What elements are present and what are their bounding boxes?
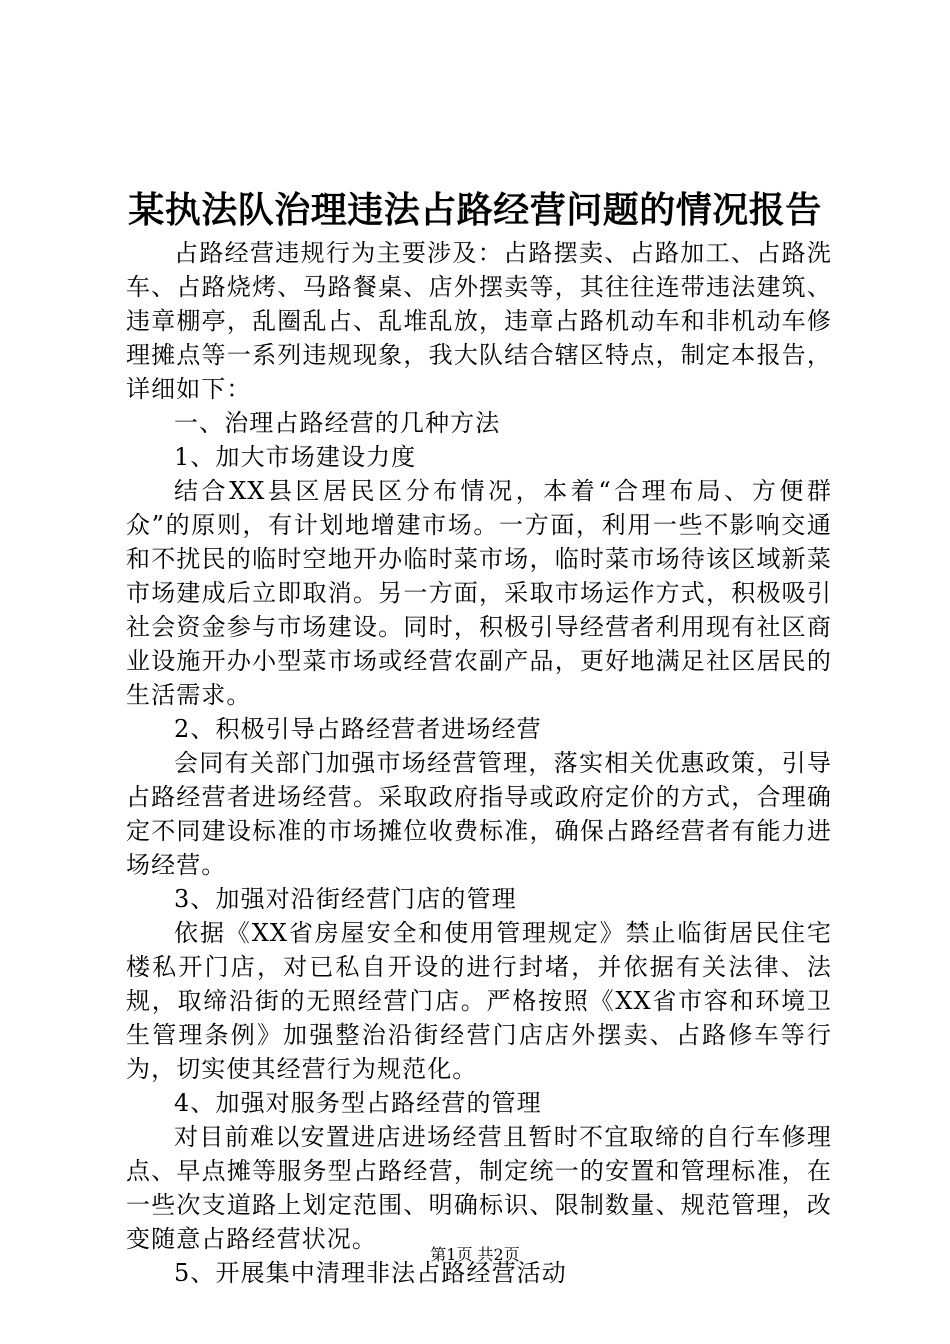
section-heading: 一、治理占路经营的几种方法: [174, 409, 501, 437]
page-number-footer: 第1页 共2页: [430, 1245, 520, 1264]
subsection-heading: 3、加强对沿街经营门店的管理: [174, 885, 517, 913]
subsection-heading: 2、积极引导占路经营者进场经营: [174, 715, 542, 743]
subsection-heading: 1、加大市场建设力度: [174, 443, 417, 471]
subsection-heading: 4、加强对服务型占路经营的管理: [174, 1089, 542, 1117]
document-body: [126, 236, 832, 1290]
document-title: 某执法队治理违法占路经营问题的情况报告: [128, 189, 822, 231]
paragraph-intro: 占路经营违规行为主要涉及：占路摆卖、占路加工、占路洗车、占路烧烤、马路餐桌、店外摆卖等，其往往连带违法建筑、违章棚亭，乱圈乱占、乱堆乱放，违章占路机动车和非机动车修理摊点等一系列违规现象，我大队结合辖区特点，制定本报告，详细如下：: [126, 239, 832, 403]
paragraph: 结合XX县区居民区分布情况，本着“合理布局、方便群众”的原则，有计划地增建市场。一方面，利用一些不影响交通和不扰民的临时空地开办临时菜市场，临时菜市场待该区域新菜市场建成后立即取消。另一方面，采取市场运作方式，积极吸引社会资金参与市场建设。同时，积极引导经营者利用现有社区商业设施开办小型菜市场或经营农副产品，更好地满足社区居民的生活需求。: [126, 477, 832, 709]
paragraph: 会同有关部门加强市场经营管理，落实相关优惠政策，引导占路经营者进场经营。采取政府指导或政府定价的方式，合理确定不同建设标准的市场摊位收费标准，确保占路经营者有能力进场经营。: [126, 749, 832, 879]
paragraph: 对目前难以安置进店进场经营且暂时不宜取缔的自行车修理点、早点摊等服务型占路经营，制定统一的安置和管理标准，在一些次支道路上划定范围、明确标识、限制数量、规范管理，改变随意占路经营状况。: [126, 1123, 832, 1253]
subsection-heading: 5、开展集中清理非法占路经营活动: [174, 1259, 567, 1287]
paragraph: 依据《XX省房屋安全和使用管理规定》禁止临街居民住宅楼私开门店，对已私自开设的进行封堵，并依据有关法律、法规，取缔沿街的无照经营门店。严格按照《XX省市容和环境卫生管理条例》加强整治沿街经营门店店外摆卖、占路修车等行为，切实使其经营行为规范化。: [126, 919, 832, 1083]
